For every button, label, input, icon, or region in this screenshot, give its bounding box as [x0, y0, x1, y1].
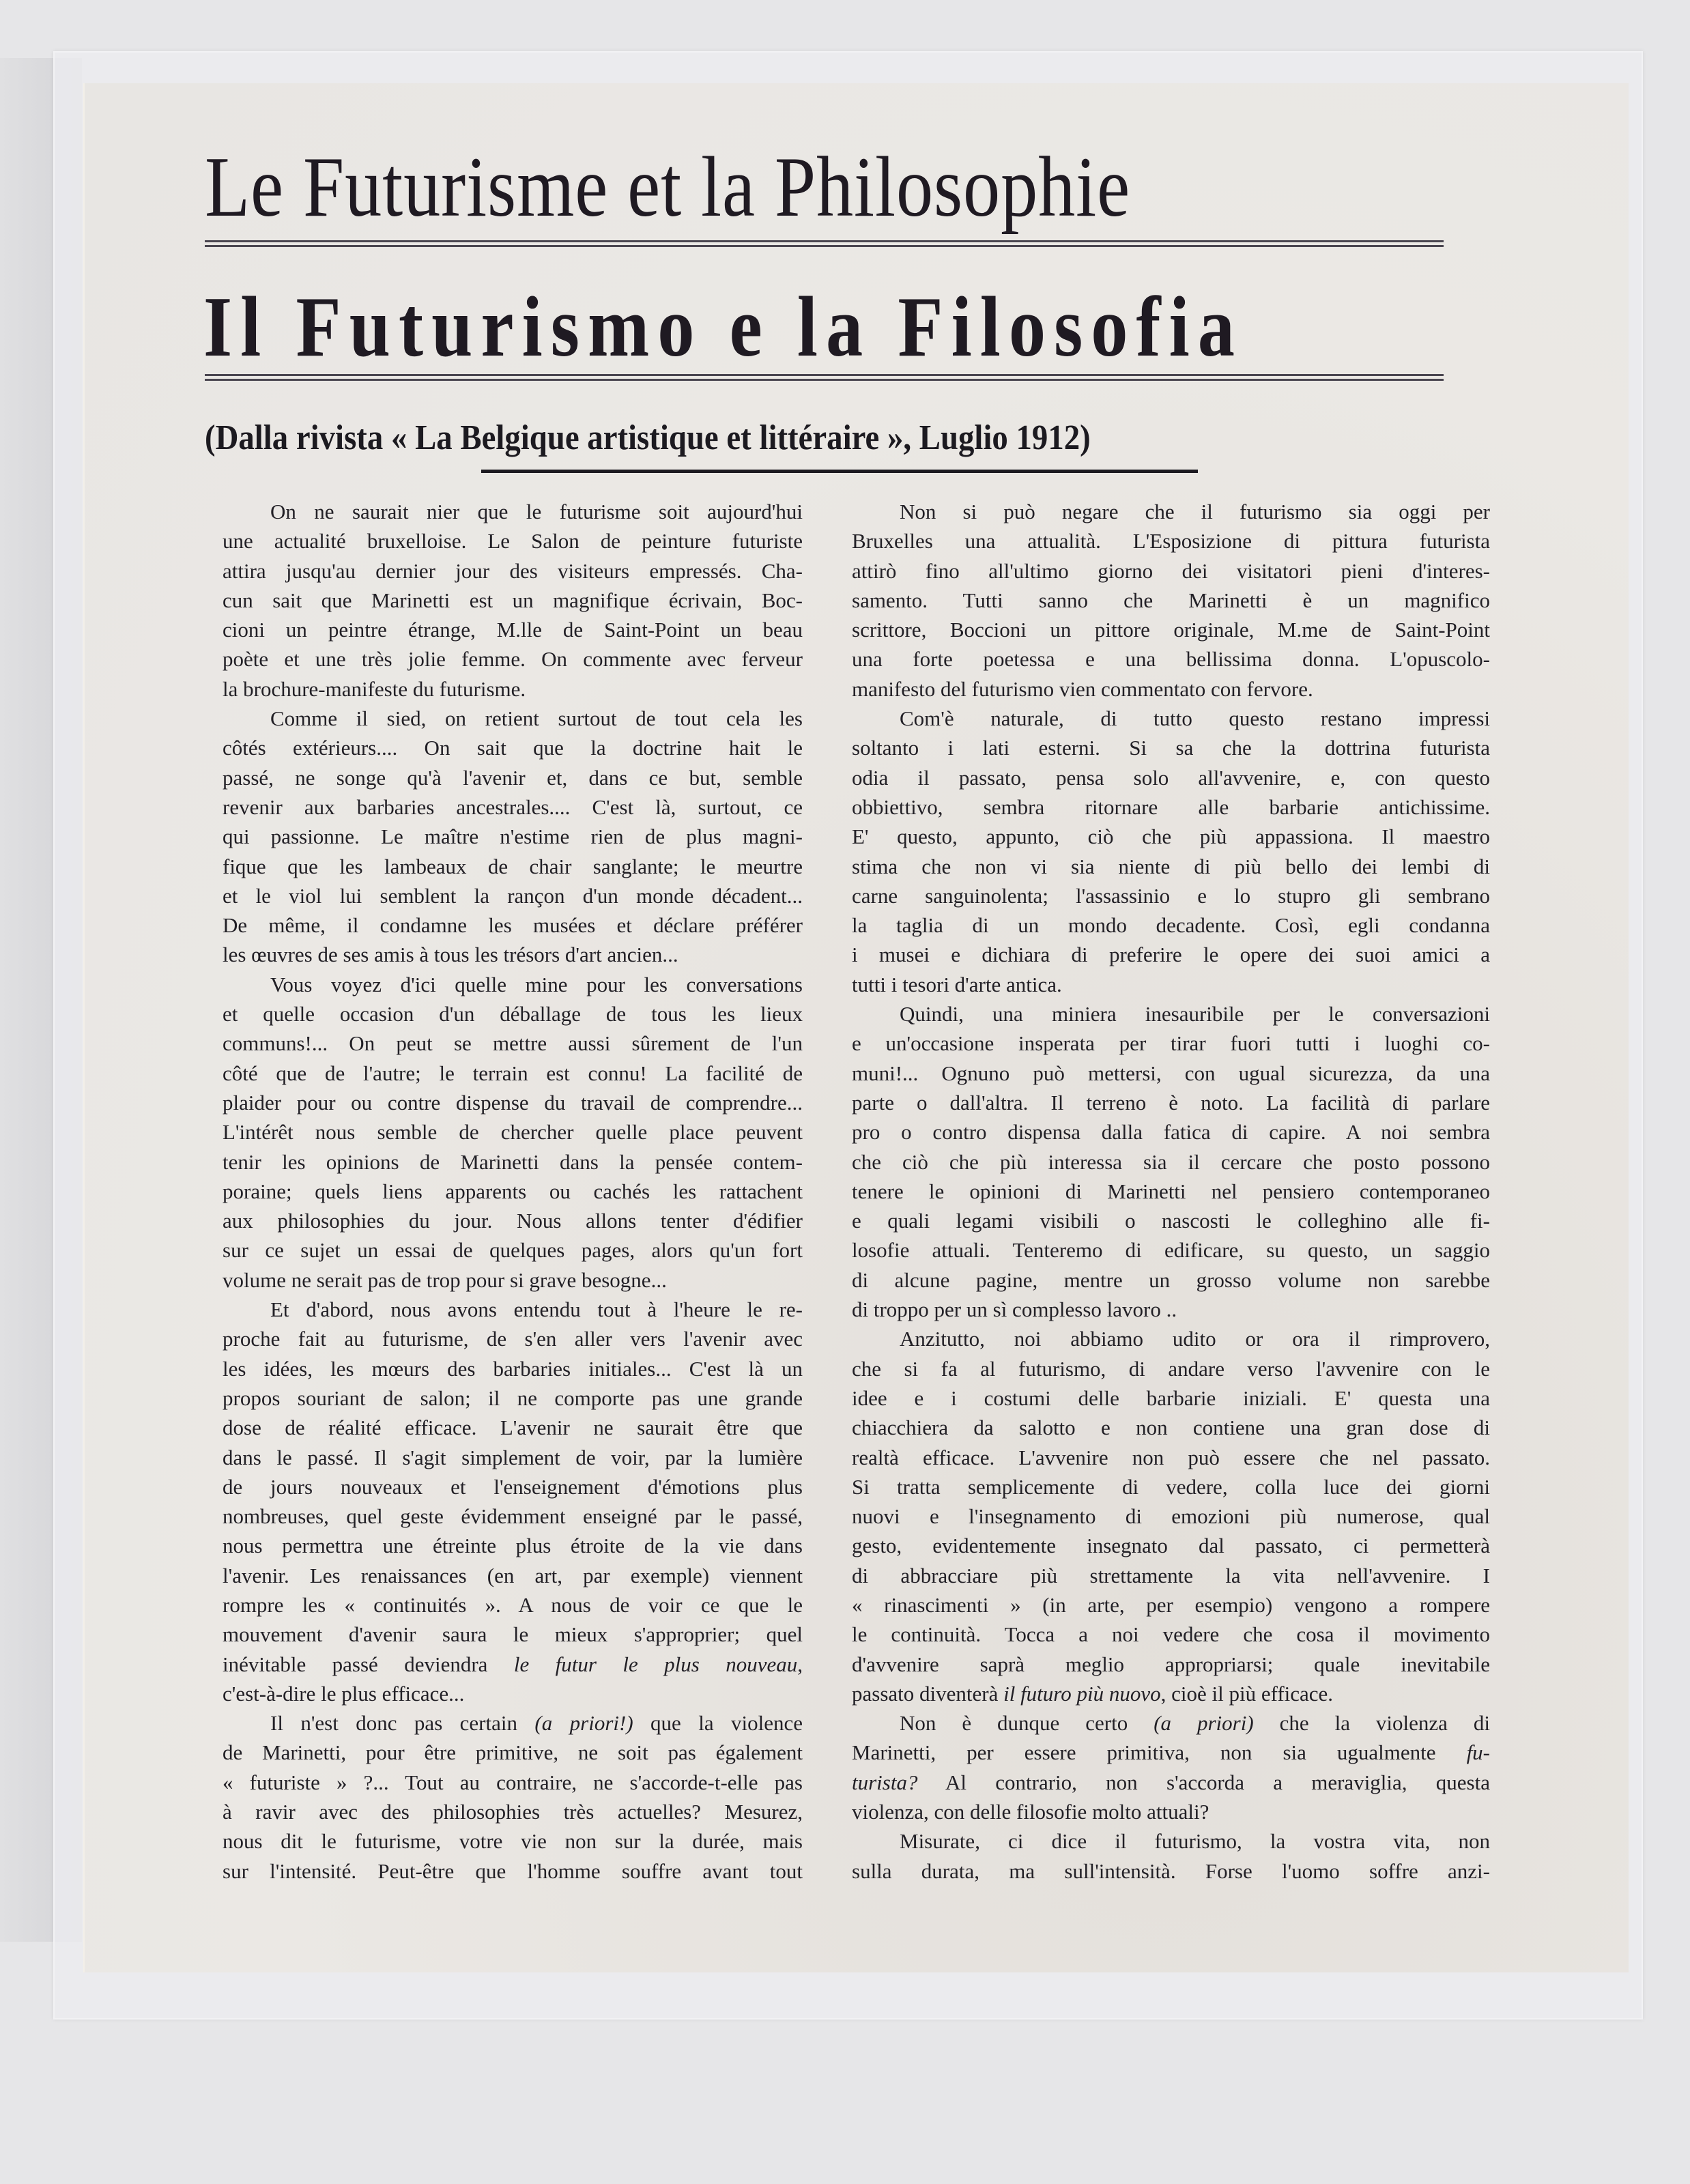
text-line: nous dit le futurisme, votre vie non sur la durée, mais	[223, 1829, 803, 1854]
subtitle-suffix: , Luglio 1912)	[903, 418, 1091, 457]
text-line: communs!... On peut se mettre aussi sûrement de l'un	[223, 1031, 803, 1056]
text-line: di abbracciare più strettamente la vita nell'avvenire. I	[852, 1563, 1490, 1587]
text-line: di alcune pagine, mentre un grosso volume non sarebbe	[852, 1267, 1490, 1292]
text-line: poraine; quels liens apparents ou cachés les rattachent	[223, 1179, 803, 1203]
text-line: odia il passato, pensa solo all'avvenire, e, con questo	[852, 765, 1490, 790]
text-line: proche fait au futurisme, de s'en aller vers l'avenir avec	[223, 1327, 803, 1351]
text-line: d'avvenire saprà meglio appropriarsi; quale inevitabile	[852, 1652, 1490, 1676]
text-line: pro o contro dispensa dalla fatica di capire. A noi sembra	[852, 1120, 1490, 1145]
text-line: tutti i tesori d'arte antica.	[852, 972, 1062, 996]
text-line: « futuriste » ?... Tout au contraire, ne s'accorde-t-elle pas	[223, 1770, 803, 1794]
text-line: côtés extérieurs.... On sait que la doctrine hait le	[223, 736, 803, 760]
text-line: Quindi, una miniera inesauribile per le conversazioni	[900, 1002, 1490, 1026]
title-divider-1	[205, 240, 1444, 247]
text-line: plaider pour ou contre dispense du travail de comprendre...	[223, 1090, 803, 1115]
text-line: Non è dunque certo (a priori) che la violenza di	[900, 1711, 1490, 1736]
subtitle-journal: « La Belgique artistique et littéraire »	[390, 418, 904, 457]
text-line: obbiettivo, sembra ritornare alle barbarie antichissime.	[852, 794, 1490, 819]
text-line: mouvement d'avenir saura le mieux s'approprier; quel	[223, 1622, 803, 1647]
text-line: parte o dall'altra. Il terreno è noto. La facilità di parlare	[852, 1090, 1490, 1115]
text-line: samento. Tutti sanno che Marinetti è un magnifico	[852, 588, 1490, 612]
text-line: cioni un peintre étrange, M.lle de Saint-Point un beau	[223, 618, 803, 642]
text-line: les œuvres de ses amis à tous les trésors d'art ancien...	[223, 943, 678, 967]
text-line: sur l'intensité. Peut-être que l'homme souffre avant tout	[223, 1858, 803, 1883]
text-line: soltanto i lati esterni. Si sa che la dottrina futurista	[852, 736, 1490, 760]
italic-phrase: il futuro più nuovo	[1003, 1681, 1161, 1706]
text-line: gesto, evidentemente insegnato dal passato, ci permetterà	[852, 1534, 1490, 1558]
text-line: fique que les lambeaux de chair sanglante; le meurtre	[223, 854, 803, 878]
text-line: propos souriant de salon; il ne comporte pas une grande	[223, 1385, 803, 1410]
text-line: passé, ne songe qu'à l'avenir et, dans ce but, semble	[223, 765, 803, 790]
text-line: L'intérêt nous semble de chercher quelle place peuvent	[223, 1120, 803, 1145]
italic-phrase: le futur le plus nouveau	[513, 1652, 798, 1676]
text-line: De même, il condamne les musées et déclare préférer	[223, 913, 803, 938]
text-line: une actualité bruxelloise. Le Salon de peinture futuriste	[223, 529, 803, 554]
text-line: à ravir avec des philosophies très actuelles? Mesurez,	[223, 1800, 803, 1824]
text-line: sur ce sujet un essai de quelques pages, alors qu'un fort	[223, 1238, 803, 1263]
text-line: Non si può negare che il futurismo sia oggi per	[900, 500, 1490, 523]
text-line: E' questo, appunto, ciò che più appassiona. Il maestro	[852, 824, 1490, 849]
text-line: losofie attuali. Tenteremo di edificare, su questo, un saggio	[852, 1238, 1490, 1263]
text-line: realtà efficace. L'avvenire non può essere che nel passato.	[852, 1445, 1490, 1469]
text-line: rompre les « continuités ». A nous de voir ce que le	[223, 1592, 803, 1617]
text-line: Anzitutto, noi abbiamo udito or ora il rimprovero,	[900, 1327, 1490, 1351]
subtitle-prefix: (Dalla rivista	[205, 418, 391, 457]
text-line: attira jusqu'au dernier jour des visiteurs empressés. Cha-	[223, 558, 803, 583]
text-line: de jours nouveaux et l'enseignement d'émotions plus	[223, 1474, 803, 1499]
text-line: tenir les opinions de Marinetti dans la pensée contem-	[223, 1149, 803, 1174]
text-line: nombreuses, quel geste évidemment enseigné par le passé,	[223, 1504, 803, 1529]
text-line: una forte poetessa e una bellissima donna. L'opuscolo-	[852, 647, 1490, 672]
text-line: turista? Al contrario, non s'accorda a meraviglia, questa	[852, 1770, 1490, 1794]
text-line: che ciò che più interessa sia il cercare che posto possono	[852, 1149, 1490, 1174]
text-line: c'est-à-dire le plus efficace...	[223, 1681, 465, 1706]
text-line: scrittore, Boccioni un pittore originale, M.me de Saint-Point	[852, 618, 1490, 642]
text-line: Com'è naturale, di tutto questo restano impressi	[900, 706, 1490, 731]
text-line: le continuità. Tocca a noi vedere che cosa il movimento	[852, 1622, 1490, 1647]
journal-underline	[481, 470, 1198, 473]
text-line: les idées, les mœurs des barbaries initiales... C'est là un	[223, 1356, 803, 1381]
text-line: et le viol lui semblent la rançon d'un monde décadent...	[223, 883, 803, 908]
text-line: Et d'abord, nous avons entendu tout à l'heure le re-	[270, 1297, 803, 1322]
text-line: On ne saurait nier que le futurisme soit aujourd'hui	[270, 500, 803, 523]
text-line: volume ne serait pas de trop pour si grave besogne...	[223, 1267, 667, 1292]
title-italian: Il Futurismo e la Filosofia	[203, 280, 1244, 375]
text-line: aux philosophies du jour. Nous allons tenter d'édifier	[223, 1209, 803, 1233]
text-line: tenere le opinioni di Marinetti nel pensiero contemporaneo	[852, 1179, 1490, 1203]
column-italian	[852, 497, 1490, 1886]
text-line: l'avenir. Les renaissances (en art, par exemple) viennent	[223, 1563, 803, 1587]
text-line: passato diventerà il futuro più nuovo, cioè il più efficace.	[852, 1681, 1334, 1706]
text-line: dose de réalité efficace. L'avenir ne saurait être que	[223, 1416, 803, 1440]
text-line: la brochure-manifeste du futurisme.	[223, 676, 526, 701]
text-line: e un'occasione insperata per tirar fuori tutti i luoghi co-	[852, 1031, 1490, 1056]
text-line: che si fa al futurismo, di andare verso l'avvenire con le	[852, 1356, 1490, 1381]
text-line: « rinascimenti » (in arte, per esempio) vengono a rompere	[852, 1592, 1490, 1617]
column-french	[223, 497, 803, 1886]
text-line: manifesto del futurismo vien commentato con fervore.	[852, 676, 1313, 701]
italic-phrase: (a priori!)	[534, 1711, 633, 1736]
text-line: et quelle occasion d'un déballage de tous les lieux	[223, 1002, 803, 1026]
text-line: attirò fino all'ultimo giorno dei visitatori pieni d'interes-	[852, 558, 1490, 583]
text-line: di troppo per un sì complesso lavoro ..	[852, 1297, 1177, 1322]
italic-phrase: fu-	[1466, 1740, 1490, 1765]
text-line: Comme il sied, on retient surtout de tout cela les	[270, 706, 803, 731]
text-line: côté que de l'autre; le terrain est connu! La facilité de	[223, 1061, 803, 1085]
text-line: sulla durata, ma sull'intensità. Forse l'uomo soffre anzi-	[852, 1858, 1490, 1883]
text-line: dans le passé. Il s'agit simplement de voir, par la lumière	[223, 1445, 803, 1469]
text-line: e quali legami visibili o nascosti le colleghino alle fi-	[852, 1209, 1490, 1233]
text-line: qui passionne. Le maître n'estime rien de plus magni-	[223, 824, 803, 849]
text-line: poète et une très jolie femme. On commente avec ferveur	[223, 647, 803, 672]
text-line: i musei e dichiara di preferire le opere dei suoi amici a	[852, 943, 1490, 967]
text-line: revenir aux barbaries ancestrales.... C'est là, surtout, ce	[223, 794, 803, 819]
text-line: violenza, con delle filosofie molto attuali?	[852, 1800, 1209, 1824]
title-french: Le Futurisme et la Philosophie	[205, 140, 1131, 235]
text-line: Il n'est donc pas certain (a priori!) que la violence	[270, 1711, 803, 1736]
text-line: stima che non vi sia niente di più bello dei lembi di	[852, 854, 1490, 878]
italic-phrase: turista?	[852, 1770, 918, 1794]
source-subtitle	[205, 416, 1329, 460]
text-line: chiacchiera da salotto e non contiene una gran dose di	[852, 1416, 1490, 1440]
text-line: cun sait que Marinetti est un magnifique écrivain, Boc-	[223, 588, 803, 612]
text-line: Bruxelles una attualità. L'Esposizione di pittura futurista	[852, 529, 1490, 554]
text-line: muni!... Ognuno può mettersi, con ugual sicurezza, da una	[852, 1061, 1490, 1085]
italic-phrase: (a priori)	[1154, 1711, 1254, 1736]
text-line: Vous voyez d'ici quelle mine pour les conversations	[270, 972, 803, 996]
text-line: Marinetti, per essere primitiva, non sia ugualmente fu-	[852, 1740, 1490, 1765]
text-line: inévitable passé deviendra le futur le plus nouveau,	[223, 1652, 803, 1676]
text-line: nuovi e l'insegnamento di emozioni più numerose, qual	[852, 1504, 1490, 1529]
text-line: Si tratta semplicemente di vedere, colla luce dei giorni	[852, 1474, 1490, 1499]
text-line: Misurate, ci dice il futurismo, la vostra vita, non	[900, 1829, 1490, 1854]
text-line: idee e i costumi delle barbarie iniziali. E' questa una	[852, 1385, 1490, 1410]
text-line: nous permettra une étreinte plus étroite de la vie dans	[223, 1534, 803, 1558]
text-line: la taglia di un mondo decadente. Così, egli condanna	[852, 913, 1490, 938]
text-line: de Marinetti, pour être primitive, ne soit pas également	[223, 1740, 803, 1765]
title-divider-2	[205, 374, 1444, 381]
text-line: carne sanguinolenta; l'assassinio e lo stupro gli sembrano	[852, 883, 1490, 908]
